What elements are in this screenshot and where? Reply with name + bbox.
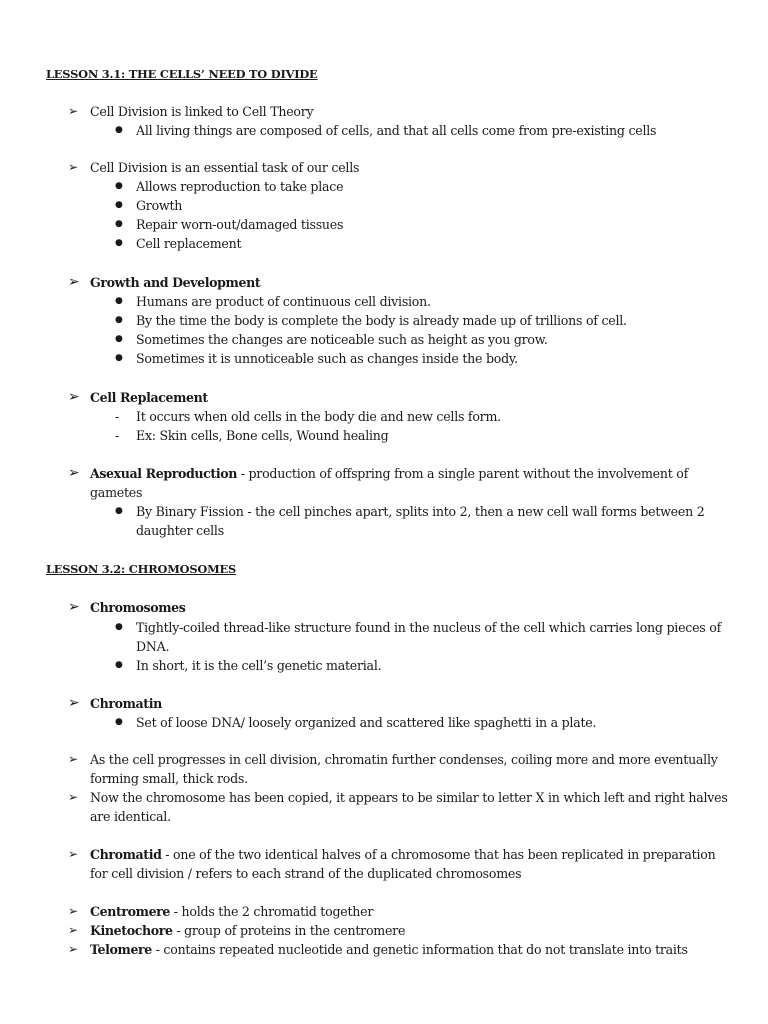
chromosomes-sub2: In short, it is the cell’s genetic material. — [136, 658, 382, 673]
chromatid-desc: - one of the two identical halves of a chromosome that has been replicated in preparation — [161, 847, 716, 862]
chromosomes-sub1-line1: Tightly-coiled thread-like structure found in the nucleus of the cell which carries long pieces of — [136, 620, 721, 635]
chromatid-line2: for cell division / refers to each strand of the duplicated chromosomes — [90, 866, 522, 881]
growth-sub2: By the time the body is complete the body is already made up of trillions of cell. — [136, 313, 627, 328]
chromatid-line1 — [90, 845, 715, 864]
dot-bullet-icon: ● — [115, 622, 123, 632]
growth-sub4: Sometimes it is unnoticeable such as changes inside the body. — [136, 351, 518, 366]
arrow-bullet-icon: ➢ — [68, 847, 79, 861]
asexual-line1 — [90, 464, 688, 483]
dot-bullet-icon: ● — [115, 506, 123, 516]
arrow-bullet-icon: ➢ — [68, 923, 79, 937]
binary-fission-line1: By Binary Fission - the cell pinches apart, splits into 2, then a new cell wall forms between 2 — [136, 504, 705, 519]
kinetochore-term: Kinetochore — [90, 923, 173, 938]
essential-sub1: Allows reproduction to take place — [136, 179, 344, 194]
arrow-bullet-icon: ➢ — [68, 599, 80, 615]
chromosomes-term: Chromosomes — [90, 600, 186, 615]
replacement-sub1: It occurs when old cells in the body die and new cells form. — [136, 409, 501, 424]
dot-bullet-icon: ● — [115, 125, 123, 135]
arrow-bullet-icon: ➢ — [68, 274, 80, 290]
dot-bullet-icon: ● — [115, 353, 123, 363]
chromosomes-sub1-line2: DNA. — [136, 639, 170, 654]
essential-sub3: Repair worn-out/damaged tissues — [136, 217, 344, 232]
arrow-bullet-icon: ➢ — [68, 104, 79, 118]
chromatin-sub1: Set of loose DNA/ loosely organized and scattered like spaghetti in a plate. — [136, 715, 597, 730]
dash-bullet-icon: - — [115, 409, 120, 424]
dot-bullet-icon: ● — [115, 219, 123, 229]
arrow-bullet-icon: ➢ — [68, 752, 79, 766]
arrow-bullet-icon: ➢ — [68, 904, 79, 918]
dot-bullet-icon: ● — [115, 181, 123, 191]
arrow-bullet-icon: ➢ — [68, 942, 79, 956]
lesson-3-1-heading: LESSON 3.1: THE CELLS’ NEED TO DIVIDE — [46, 67, 318, 81]
copied-line2: are identical. — [90, 809, 171, 824]
chromatid-term: Chromatid — [90, 847, 162, 862]
arrow-bullet-icon: ➢ — [68, 160, 79, 174]
growth-term: Growth and Development — [90, 275, 261, 290]
telomere-term: Telomere — [90, 942, 152, 957]
essential-task-point: Cell Division is an essential task of our cells — [90, 160, 360, 175]
telomere-desc: - contains repeated nucleotide and genetic information that do not translate into traits — [151, 942, 688, 957]
dot-bullet-icon: ● — [115, 238, 123, 248]
replacement-sub2: Ex: Skin cells, Bone cells, Wound healing — [136, 428, 389, 443]
copied-line1: Now the chromosome has been copied, it appears to be similar to letter X in which left and right halves — [90, 790, 728, 805]
replacement-term: Cell Replacement — [90, 390, 208, 405]
telomere-line — [90, 940, 688, 959]
growth-sub1: Humans are product of continuous cell division. — [136, 294, 431, 309]
essential-sub4: Cell replacement — [136, 236, 242, 251]
dot-bullet-icon: ● — [115, 334, 123, 344]
asexual-term: Asexual Reproduction — [90, 466, 237, 481]
arrow-bullet-icon: ➢ — [68, 695, 80, 711]
kinetochore-line — [90, 921, 405, 940]
centromere-term: Centromere — [90, 904, 171, 919]
asexual-line2: gametes — [90, 485, 143, 500]
dot-bullet-icon: ● — [115, 200, 123, 210]
growth-sub3: Sometimes the changes are noticeable such as height as you grow. — [136, 332, 548, 347]
progress-line1: As the cell progresses in cell division, chromatin further condenses, coiling more and more eventually — [90, 752, 718, 767]
kinetochore-desc: - group of proteins in the centromere — [172, 923, 406, 938]
arrow-bullet-icon: ➢ — [68, 389, 80, 405]
progress-line2: forming small, thick rods. — [90, 771, 248, 786]
cell-theory-sub1: All living things are composed of cells, and that all cells come from pre-existing cells — [136, 123, 657, 138]
dot-bullet-icon: ● — [115, 296, 123, 306]
lesson-3-2-heading: LESSON 3.2: CHROMOSOMES — [46, 562, 236, 576]
dot-bullet-icon: ● — [115, 315, 123, 325]
dot-bullet-icon: ● — [115, 660, 123, 670]
chromatin-term: Chromatin — [90, 696, 162, 711]
arrow-bullet-icon: ➢ — [68, 465, 80, 481]
dash-bullet-icon: - — [115, 428, 120, 443]
binary-fission-line2: daughter cells — [136, 523, 224, 538]
arrow-bullet-icon: ➢ — [68, 790, 79, 804]
essential-sub2: Growth — [136, 198, 183, 213]
centromere-desc: - holds the 2 chromatid together — [170, 904, 374, 919]
centromere-line — [90, 902, 373, 921]
cell-theory-point: Cell Division is linked to Cell Theory — [90, 104, 314, 119]
dot-bullet-icon: ● — [115, 717, 123, 727]
asexual-desc: - production of offspring from a single parent without the involvement of — [236, 466, 689, 481]
